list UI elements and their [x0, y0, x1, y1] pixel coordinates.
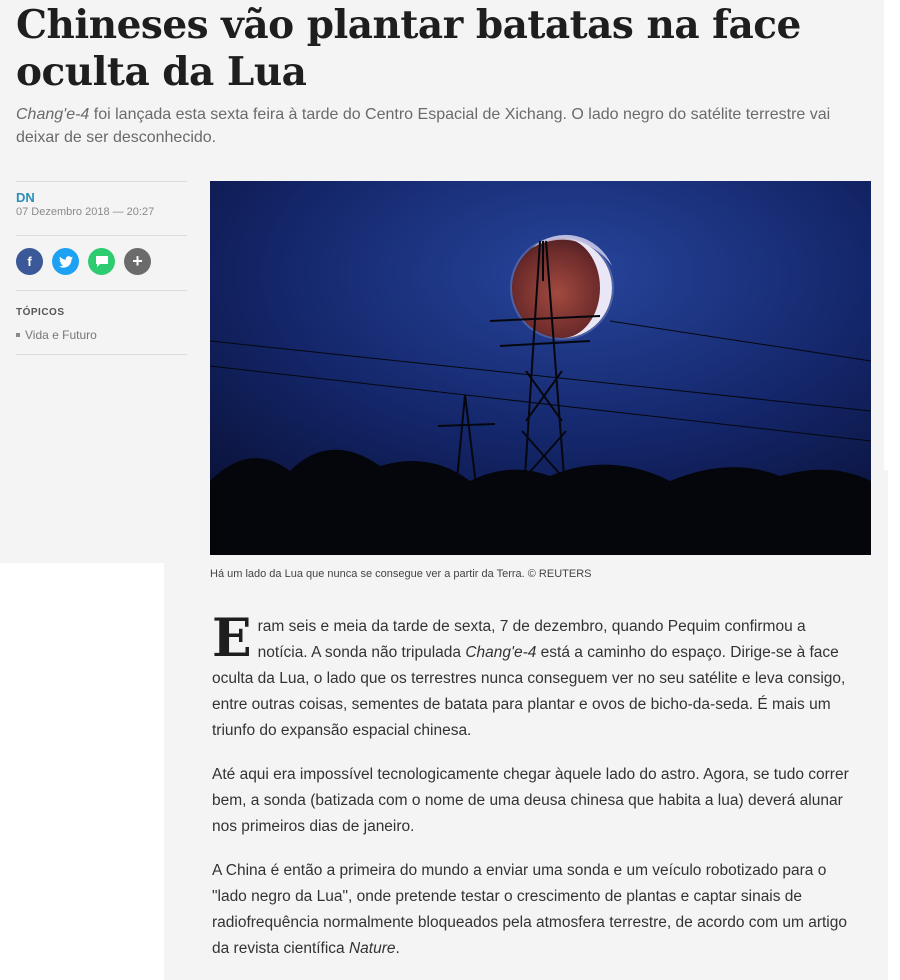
probe-name: Chang'e-4 — [465, 644, 537, 661]
twitter-share-button[interactable] — [52, 248, 79, 275]
paragraph-text: A China é então a primeira do mundo a enviar uma sonda e um veículo robotizado para o "lado negro da Lua", onde pretende testar o crescimento de plantas e captar sinais de radiofrequência normalmente bloqueados pela atmosfera terrestre, de acordo com um artigo da revista científica — [212, 862, 847, 957]
divider — [16, 235, 187, 236]
topic-label: Vida e Futuro — [25, 328, 97, 342]
article-paragraph — [212, 858, 857, 962]
lead-text: foi lançada esta sexta feira à tarde do Centro Espacial de Xichang. O lado negro do satélite terrestre vai deixar de ser desconhecido. — [16, 106, 831, 146]
plus-icon: + — [132, 251, 143, 271]
paragraph-text: está a caminho do espaço. Dirige-se à face oculta da Lua, o lado que os terrestres nunca conseguem ver no seu satélite e leva consigo, entre outras coisas, sementes de batata para plantar e ovos de bicho-da-seda. É mais um triunfo do expansão espacial chinesa. — [212, 644, 846, 739]
paragraph-text: ram seis e meia da tarde de sexta, 7 de dezembro, quando Pequim confirmou a notícia. A sonda não tripulada — [257, 618, 806, 661]
divider — [16, 181, 187, 182]
photo-caption: Há um lado da Lua que nunca se consegue ver a partir da Terra. © REUTERS — [210, 568, 592, 580]
article-paragraph — [212, 608, 857, 744]
twitter-icon — [59, 256, 73, 268]
bullet-icon — [16, 333, 20, 337]
speech-bubble-icon — [95, 255, 109, 268]
publish-date: 07 Dezembro 2018 — 20:27 — [16, 206, 155, 218]
facebook-icon: f — [27, 254, 32, 269]
article-photo — [210, 181, 871, 555]
divider — [16, 354, 187, 355]
moon-eclipse-image — [210, 181, 871, 555]
more-share-button[interactable] — [124, 248, 151, 275]
facebook-share-button[interactable] — [16, 248, 43, 275]
comment-share-button[interactable] — [88, 248, 115, 275]
lead-probe-name: Chang'e-4 — [16, 106, 90, 123]
article-headline: Chineses vão plantar batatas na face oculta da Lua — [16, 2, 801, 95]
divider — [16, 290, 187, 291]
topic-link[interactable] — [16, 328, 187, 342]
author-name[interactable]: DN — [16, 190, 35, 205]
share-buttons — [16, 248, 151, 275]
journal-name: Nature — [348, 940, 396, 957]
topics-heading: TÓPICOS — [16, 307, 65, 318]
article-paragraph: Até aqui era impossível tecnologicamente chegar àquele lado do astro. Agora, se tudo correr bem, a sonda (batizada com o nome de uma deusa chinesa que habita a lua) deverá alunar nos primeiros dias de janeiro. — [212, 766, 849, 835]
drop-cap: E — [212, 608, 252, 669]
article-lead — [16, 103, 876, 149]
paragraph-text: . — [395, 940, 400, 957]
